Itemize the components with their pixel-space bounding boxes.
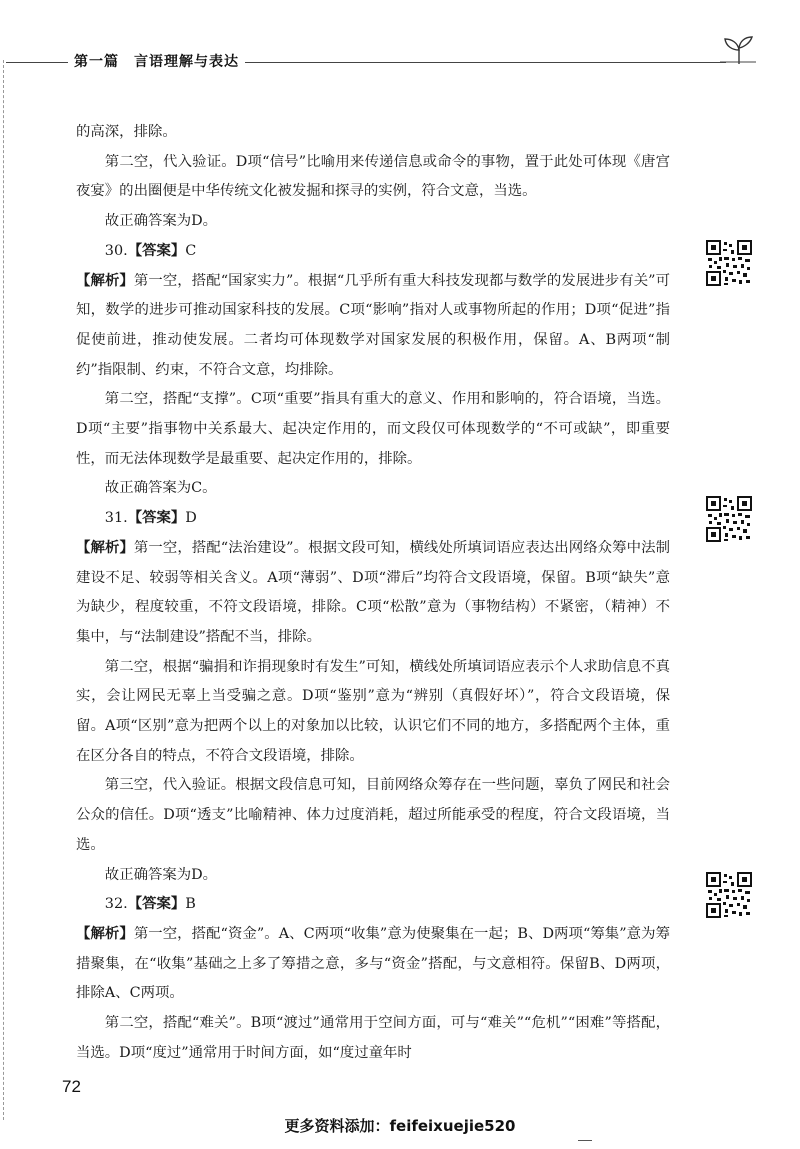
page-body	[76, 118, 670, 1069]
question-number: 30.	[104, 242, 128, 259]
paragraph	[76, 148, 670, 207]
footer-rule	[578, 1140, 592, 1141]
paragraph-text: 第三空，代入验证。根据文段信息可知，目前网络众筹存在一些问题，辜负了网民和社会公众的信任。D项“透支”比喻精神、体力过度消耗，超过所能承受的程度，符合文段语境，当选。	[76, 777, 670, 853]
paragraph-text: D	[185, 510, 197, 527]
paragraph-text: 故正确答案为D。	[104, 866, 218, 883]
paragraph	[76, 118, 670, 148]
paragraph-text: C	[185, 242, 197, 259]
paragraph-text: 的高深，排除。	[76, 124, 177, 140]
paragraph-text: B	[185, 896, 196, 913]
binding-margin	[3, 60, 4, 1120]
paragraph-text: 故正确答案为C。	[104, 480, 217, 497]
paragraph-text: 第二空，搭配“支撑”。C项“重要”指具有重大的意义、作用和影响的，符合语境，当选。D项“主要”指事物中关系最大、起决定作用的，而文段仅可体现数学的“不可或缺”，即重要性，而无法体现数学是最重要、起决定作用的，排除。	[76, 391, 670, 467]
paragraph-text: 第一空，搭配“国家实力”。根据“几乎所有重大科技发现都与数学的发展进步有关”可知，数学的进步可推动国家科技的发展。C项“影响”指对人或事物所起的作用；D项“促进”指促使前进，推动使发展。二者均可体现数学对国家发展的积极作用，保留。A、B两项“制约”指限制、约束，不符合文意，均排除。	[76, 272, 670, 378]
qr-code-icon[interactable]	[706, 496, 752, 542]
page-number: 72	[62, 1077, 81, 1096]
section-tag: 【解析】	[76, 272, 134, 289]
section-tag: 【解析】	[76, 539, 134, 556]
paragraph-text: 第二空，代入验证。D项“信号”比喻用来传递信息或命令的事物，置于此处可体现《唐宫夜宴》的出圈便是中华传统文化被发掘和探寻的实例，符合文意，当选。	[76, 153, 670, 200]
paragraph	[76, 861, 670, 891]
paragraph-text: 第一空，搭配“资金”。A、C两项“收集”意为使聚集在一起；B、D两项“筹集”意为筹措聚集，在“收集”基础之上多了筹措之意，多与“资金”搭配，与文意相符。保留B、D两项，排除A、C两项。	[76, 925, 670, 1002]
paragraph	[76, 504, 670, 534]
paragraph	[76, 534, 670, 653]
paragraph-text: 第二空，搭配“难关”。B项“渡过”通常用于空间方面，可与“难关”“危机”“困难”等搭配，当选。D项“度过”通常用于时间方面，如“度过童年时	[76, 1015, 670, 1061]
section-tag: 【答案】	[127, 242, 186, 259]
qr-code-icon[interactable]	[706, 240, 752, 286]
question-number: 31.	[104, 510, 128, 527]
paragraph-text: 第二空，根据“骗捐和诈捐现象时有发生”可知，横线处所填词语应表示个人求助信息不真实，会让网民无辜上当受骗之意。D项“鉴别”意为“辨别（真假好坏）”，符合文段语境，保留。A项“区别”意为把两个以上的对象加以比较，认识它们不同的地方，多搭配两个主体，重在区分各自的特点，不符合文段语境，排除。	[76, 658, 670, 764]
paragraph	[76, 920, 670, 1009]
paragraph	[76, 474, 670, 504]
paragraph	[76, 653, 670, 772]
section-tag: 【答案】	[127, 510, 186, 527]
paragraph	[76, 1009, 670, 1068]
sprout-icon	[720, 34, 758, 66]
question-number: 32.	[104, 896, 128, 913]
paragraph	[76, 890, 670, 920]
qr-code-icon[interactable]	[706, 872, 752, 918]
footer-note: 更多资料添加：feifeixuejie520	[284, 1117, 516, 1135]
paragraph-text: 故正确答案为D。	[104, 213, 218, 230]
paragraph	[76, 237, 670, 267]
paragraph	[76, 267, 670, 386]
running-header: 第一篇 言语理解与表达	[68, 51, 245, 71]
paragraph-text: 第一空，搭配“法治建设”。根据文段可知，横线处所填词语应表达出网络众筹中法制建设不足、较弱等相关含义。A项“薄弱”、D项“滞后”均符合文段语境，保留。B项“缺失”意为缺少，程度较重，不符文段语境，排除。C项“松散”意为（事物结构）不紧密，（精神）不集中，与“法制建设”搭配不当，排除。	[76, 539, 670, 645]
section-tag: 【答案】	[127, 896, 186, 913]
section-tag: 【解析】	[76, 925, 134, 942]
paragraph	[76, 207, 670, 237]
paragraph	[76, 385, 670, 474]
paragraph	[76, 771, 670, 860]
